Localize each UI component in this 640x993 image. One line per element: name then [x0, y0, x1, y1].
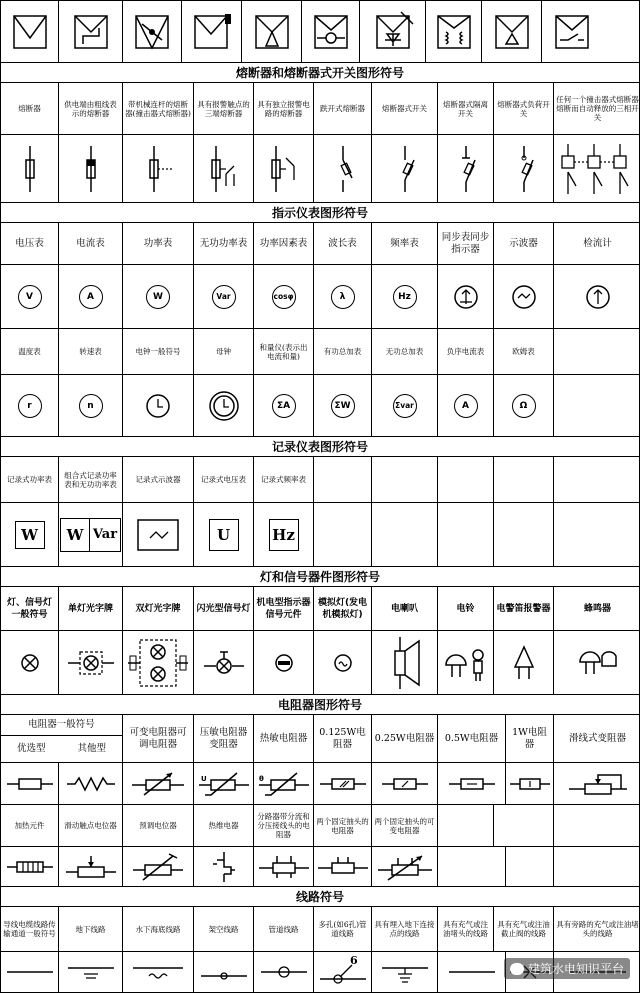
- resistor-label-row-1: [0, 714, 640, 762]
- meter-labels-2-cell: 负序电流表: [438, 329, 494, 374]
- meter-symbol: [123, 265, 194, 328]
- section-title-recorder: 记录仪表图形符号: [0, 436, 640, 456]
- resistor-labels-2-cell: [494, 805, 554, 846]
- heating-element-symbol: [1, 847, 59, 886]
- meter-labels-2-cell: 无功总加表: [372, 329, 438, 374]
- line-labels-cell: 水下海底线路: [123, 907, 194, 951]
- recorder-labels-cell: [314, 457, 372, 502]
- line-labels-cell: 地下线路: [59, 907, 123, 951]
- resistor-labels-2-cell: [554, 805, 640, 846]
- fuse-symbol: [59, 135, 123, 202]
- recorder-labels-cell: 记录式功率表: [1, 457, 59, 502]
- meter-symbol: [494, 265, 554, 328]
- resistor-labels-2-cell: 分路器带分流和分压接线头的电阻器: [254, 805, 314, 846]
- meter-symbol-label: ΣW: [331, 394, 355, 418]
- meter-symbol: [438, 265, 494, 328]
- meter-symbol: [554, 265, 640, 328]
- meter-labels-1-cell: 波长表: [314, 223, 372, 264]
- meter-symbol: [438, 375, 494, 436]
- solar-cell-symbol: [1, 1, 59, 62]
- triangle-panel-symbol: [123, 1, 182, 62]
- fuse-labels-cell: 供电端由粗线表示的熔断器: [59, 83, 123, 134]
- fuse-labels-cell: 熔断器式隔离开关: [438, 83, 494, 134]
- lamp-labels-cell: 电喇叭: [372, 587, 438, 630]
- lamp-labels-cell: 电警笛报警器: [494, 587, 554, 630]
- fuse-labels-cell: 具有报警触点的三端熔断器: [194, 83, 254, 134]
- hole-count: 6: [350, 954, 358, 967]
- underwater-line-symbol: [123, 952, 194, 992]
- svg-text:θ: θ: [258, 774, 264, 783]
- meter-symbol: [194, 265, 254, 328]
- recorder-labels-cell: 记录式频率表: [254, 457, 314, 502]
- circle-panel-symbol: [302, 1, 360, 62]
- two-tap-variable-resistor-symbol: [372, 847, 438, 886]
- meter-symbol-label: Hz: [393, 285, 417, 309]
- contact-panel-symbol: [542, 1, 601, 62]
- section-title-lamp: 灯和信号器件图形符号: [0, 566, 640, 586]
- meter-labels-2-cell: 母钟: [194, 329, 254, 374]
- meter-symbol-label: r: [18, 394, 42, 418]
- indicator-element-symbol: [254, 631, 314, 694]
- meter-labels-2-cell: 转速表: [59, 329, 123, 374]
- recorder-labels-cell: [554, 457, 640, 502]
- recorder-symbol-row: [0, 502, 640, 566]
- recorder-labels-cell: [372, 457, 438, 502]
- line-labels-cell: 具有旁路的充气或注油堵头的线路: [556, 920, 639, 938]
- two-tap-resistor-symbol: [314, 847, 372, 886]
- lamp-labels-cell: 双灯光字牌: [123, 587, 194, 630]
- fuse-labels-cell: 带机械连杆的熔断器(撞击器式熔断器): [123, 83, 194, 134]
- buzzer-symbol: [554, 631, 640, 694]
- lamp-labels-cell: 灯、信号灯一般符号: [1, 587, 59, 630]
- conduit-line-symbol: [254, 952, 314, 992]
- fuse-labels-cell: 熔断器式负荷开关: [494, 83, 554, 134]
- svg-text:U: U: [200, 774, 207, 783]
- fuse-symbol: [314, 135, 372, 202]
- meter-symbol: [1, 375, 59, 436]
- resistor-label: 0.5W电阻器: [438, 715, 506, 762]
- rectifier-panel-symbol: [360, 1, 426, 62]
- resistor-symbol-row-2: [0, 846, 640, 886]
- meter-symbol: [1, 265, 59, 328]
- resistor-labels-2-cell: 滑动触点电位器: [59, 805, 123, 846]
- resistor-label: 0.25W电阻器: [372, 715, 438, 762]
- meter-symbol-row-1: [0, 264, 640, 328]
- shunt-resistor-symbol: [254, 847, 314, 886]
- meter-symbol-label: A: [454, 394, 478, 418]
- resistor-label-row-2: [0, 804, 640, 846]
- multi-hole-conduit-symbol: [314, 952, 372, 992]
- resistor-label: 电阻器一般符号: [1, 715, 122, 736]
- meter-labels-1-cell: 示波器: [494, 223, 554, 264]
- meter-labels-1-cell: 电流表: [59, 223, 123, 264]
- meter-symbol: [123, 375, 194, 436]
- switchgear-symbol: [59, 1, 123, 62]
- line-labels-cell: 导线电缆线路传输通道一般符号: [1, 907, 59, 951]
- fuse-labels-cell: 具有独立报警电路的熔断器: [254, 83, 314, 134]
- meter-symbol-label: Ω: [512, 394, 536, 418]
- meter-symbol: [194, 375, 254, 436]
- recorder-labels-cell: [438, 457, 494, 502]
- meter-labels-1-cell: 同步表同步指示器: [438, 223, 494, 264]
- meter-symbol-label: Var: [212, 285, 236, 309]
- fuse-symbol-row: [0, 134, 640, 202]
- meter-symbol-label: Σvar: [393, 394, 417, 418]
- resistor-labels-2-cell: [438, 805, 494, 846]
- resistor-label: 热敏电阻器: [254, 715, 314, 762]
- meter-labels-1-cell: 功率表: [123, 223, 194, 264]
- meter-labels-1-cell: 功率因素表: [254, 223, 314, 264]
- resistor-label: 0.125W电阻器: [314, 715, 372, 762]
- meter-symbol-label: cosφ: [272, 285, 296, 309]
- lamp-labels-cell: 模拟灯(发电机模拟灯): [314, 587, 372, 630]
- delta-panel-symbol: [482, 1, 542, 62]
- fuse-symbol: [1, 135, 59, 202]
- fuse-symbol: [494, 135, 554, 202]
- meter-labels-2-cell: 电钟一般符号: [123, 329, 194, 374]
- resistor-1w-symbol: [506, 763, 554, 804]
- recorder-hz-symbol: Hz: [254, 503, 314, 566]
- single-light-sign-symbol: [59, 631, 123, 694]
- meter-symbol: [59, 265, 123, 328]
- resistor-labels-2-cell: 预调电位器: [123, 805, 194, 846]
- line-labels-cell: 具有埋入地下连接点的线路: [372, 907, 438, 951]
- resistor-sub-label: 其他型: [77, 743, 106, 754]
- line-labels-cell: 管道线路: [254, 907, 314, 951]
- lamp-labels-cell: 单灯光字牌: [59, 587, 123, 630]
- fuse-labels-cell: 跌开式熔断器: [314, 83, 372, 134]
- fuse-labels-cell: 熔断器: [1, 83, 59, 134]
- siren-symbol: [494, 631, 554, 694]
- resistor-labels-2-cell: 两个固定抽头的可变电阻器: [372, 805, 438, 846]
- meter-symbol-label: V: [18, 285, 42, 309]
- wechat-icon: [510, 963, 524, 975]
- varistor-symbol: [194, 763, 254, 804]
- thermistor-symbol: [254, 763, 314, 804]
- overhead-line-symbol: [194, 952, 254, 992]
- meter-labels-2-cell: 和量仪(表示出电流和量): [254, 329, 314, 374]
- resistor-05w-symbol: [438, 763, 506, 804]
- line-labels-cell: 多孔(如6孔)管道线路: [314, 907, 372, 951]
- resistor-label: 可变电阻器可调电阻器: [123, 715, 194, 762]
- meter-symbol: [554, 375, 640, 436]
- recorder-labels-cell: [494, 457, 554, 502]
- simulation-lamp-symbol: [314, 631, 372, 694]
- meter-symbol: [254, 265, 314, 328]
- fuse-symbol: [438, 135, 494, 202]
- underground-line-symbol: [59, 952, 123, 992]
- resistor-label: 1W电阻器: [506, 715, 554, 762]
- meter-label-row-2: [0, 328, 640, 374]
- resistor-labels-2-cell: 热维电器: [194, 805, 254, 846]
- variable-resistor-symbol: [123, 763, 194, 804]
- meter-labels-2-cell: 有功总加表: [314, 329, 372, 374]
- fuse-label-row: [0, 82, 640, 134]
- meter-labels-2-cell: [554, 329, 640, 374]
- meter-symbol-label: A: [79, 285, 103, 309]
- section-title-fuse: 熔断器和熔断器式开关图形符号: [0, 62, 640, 82]
- resistor-symbol-row-1: [0, 762, 640, 804]
- meter-symbol: [494, 375, 554, 436]
- fuse-labels-cell: 任何一个撞击器式熔断器熔断而自动释放的三相开关: [556, 95, 639, 122]
- meter-symbol-label: n: [79, 394, 103, 418]
- fuse-labels-cell: 熔断器式开关: [372, 83, 438, 134]
- resistor-labels-2-cell: 两个固定抽头的电阻器: [314, 805, 372, 846]
- lamp-symbol: [1, 631, 59, 694]
- fuse-symbol: [372, 135, 438, 202]
- recorder-labels-cell: 记录式示波器: [123, 457, 194, 502]
- section-title-line: 线路符号: [0, 886, 640, 906]
- resistor-label: 滑线式变阻器: [568, 732, 626, 744]
- section-title-resistor: 电阻器图形符号: [0, 694, 640, 714]
- buried-joint-line-symbol: [372, 952, 438, 992]
- fuse-symbol: [254, 135, 314, 202]
- recorder-w-symbol: W: [1, 503, 59, 566]
- slide-rheostat-symbol: [554, 763, 640, 804]
- meter-labels-1-cell: 无功功率表: [194, 223, 254, 264]
- fuse-symbol: [194, 135, 254, 202]
- meter-labels-1-cell: 频率表: [372, 223, 438, 264]
- line-labels-cell: 具有充气或注油堵头的线路: [438, 907, 494, 951]
- lamp-labels-cell: 电铃: [438, 587, 494, 630]
- meter-symbol-label: λ: [331, 285, 355, 309]
- lamp-symbol-row: [0, 630, 640, 694]
- electric-horn-symbol: [372, 631, 438, 694]
- resistor-preferred-symbol: [1, 763, 59, 804]
- line-labels-cell: 架空线路: [194, 907, 254, 951]
- electric-bell-symbol: [438, 631, 494, 694]
- meter-symbol: [59, 375, 123, 436]
- meter-labels-2-cell: 欧姆表: [494, 329, 554, 374]
- resistor-025w-symbol: [372, 763, 438, 804]
- meter-symbol: [314, 375, 372, 436]
- recorder-u-symbol: U: [194, 503, 254, 566]
- lamp-labels-cell: 闪光型信号灯: [194, 587, 254, 630]
- resistor-general-cell: [1, 715, 123, 762]
- slide-potentiometer-symbol: [59, 847, 123, 886]
- recorder-oscilloscope-symbol: [123, 503, 194, 566]
- flash-signal-lamp-symbol: [194, 631, 254, 694]
- gas-stop-line-symbol: [438, 952, 506, 992]
- resistor-0125w-symbol: [314, 763, 372, 804]
- lamp-labels-cell: 机电型指示器 信号元件: [254, 587, 314, 630]
- line-labels-cell: 具有充气或注油截止阀的线路: [494, 907, 554, 951]
- recorder-w-var-symbol: W Var: [59, 503, 123, 566]
- transformer-panel-symbol: [426, 1, 482, 62]
- meter-labels-1-cell: 检流计: [583, 237, 612, 249]
- general-line-symbol: [1, 952, 59, 992]
- recorder-labels-cell: 记录式电压表: [194, 457, 254, 502]
- arrow-panel-symbol: [242, 1, 302, 62]
- watermark: 建筑水电知识平台: [504, 958, 630, 979]
- double-light-sign-symbol: [123, 631, 194, 694]
- meter-label-row-1: [0, 222, 640, 264]
- fuse-symbol: [123, 135, 194, 202]
- thermal-relay-symbol: [194, 847, 254, 886]
- preset-potentiometer-symbol: [123, 847, 194, 886]
- meter-symbol: [372, 375, 438, 436]
- recorder-label-row: [0, 456, 640, 502]
- meter-symbol: [372, 265, 438, 328]
- meter-labels-2-cell: 温度表: [1, 329, 59, 374]
- meter-symbol-label: W: [146, 285, 170, 309]
- meter-labels-1-cell: 电压表: [1, 223, 59, 264]
- top-symbol-row: [0, 0, 640, 62]
- recorder-labels-cell: 组合式记录功率表和无功功率表: [59, 457, 123, 502]
- meter-symbol: [254, 375, 314, 436]
- line-label-row: [0, 906, 640, 951]
- meter-symbol: [314, 265, 372, 328]
- lamp-labels-cell: 蜂鸣器: [583, 603, 611, 614]
- resistor-label: 压敏电阻器变阻器: [194, 715, 254, 762]
- section-title-meter: 指示仪表图形符号: [0, 202, 640, 222]
- fuse-symbol: [554, 135, 640, 202]
- meter-symbol-label: ΣA: [272, 394, 296, 418]
- resistor-labels-2-cell: 加热元件: [1, 805, 59, 846]
- resistor-other-symbol: [59, 763, 123, 804]
- flagged-panel-symbol: [182, 1, 242, 62]
- lamp-label-row: [0, 586, 640, 630]
- resistor-sub-label: 优选型: [16, 743, 46, 754]
- meter-symbol-row-2: [0, 374, 640, 436]
